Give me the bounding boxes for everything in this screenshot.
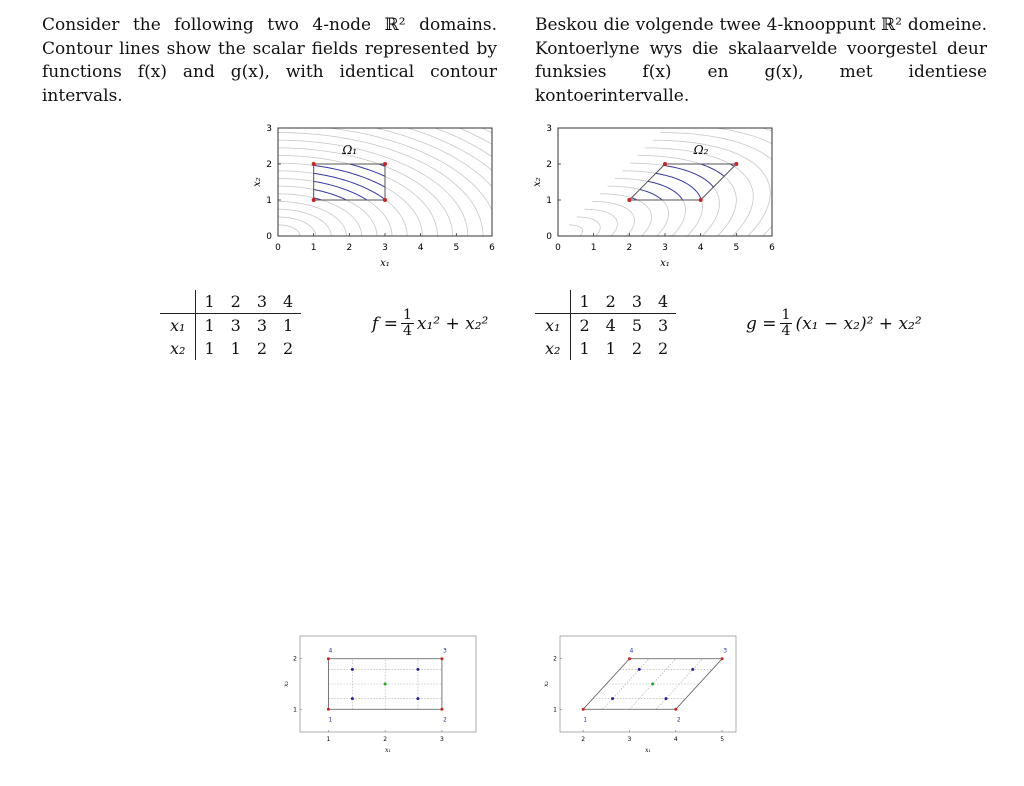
domain-contour-line	[278, 118, 510, 236]
formula-lhs: g =	[746, 313, 777, 334]
table-cell: 2	[283, 339, 294, 358]
table-cell: 1	[283, 316, 294, 335]
fraction-numerator: 1	[781, 307, 791, 323]
y-axis-label: x₂	[283, 681, 290, 687]
table-cell: 2	[256, 339, 267, 358]
fraction	[780, 308, 793, 339]
x-tick-label: 1	[590, 243, 597, 253]
node-marker	[582, 708, 585, 711]
paragraph-afrikaans: Beskou die volgende twee 4-knooppunt ℝ² domeine. Kontoerlyne wys die skalaarvelde voorgestel deur funksies f(x) en g(x), met identiese kontoerintervalle.	[535, 15, 987, 106]
y-axis-label: x₂	[532, 177, 543, 187]
domain-contour-line	[660, 133, 787, 236]
gauss-point	[351, 668, 354, 671]
domain-contour-line	[736, 118, 790, 236]
domain-label-omega2: Ω₂	[693, 143, 709, 157]
domain-contour-line	[278, 148, 453, 236]
node-table-2	[535, 290, 676, 360]
domain-label-omega1: Ω₁	[342, 143, 358, 157]
table-cell: 1	[605, 339, 616, 358]
x-tick-label: 3	[662, 243, 668, 253]
node-number-label: 4	[629, 647, 634, 655]
contour-line	[683, 118, 790, 236]
domain-contour-line	[751, 118, 790, 236]
formula-f	[372, 308, 488, 339]
domain-contour-line	[569, 225, 583, 236]
contour-line	[577, 217, 600, 236]
domain-contour-line	[623, 171, 703, 236]
table-header-cell: 4	[275, 290, 301, 314]
y-tick-label: 1	[266, 196, 272, 206]
gauss-point	[638, 668, 641, 671]
table-cell: 2	[579, 316, 590, 335]
contour-line	[278, 118, 510, 236]
domain-contour-line	[653, 140, 770, 236]
contour-line	[278, 118, 510, 236]
contour-line	[278, 201, 346, 236]
domain-contour-line	[676, 118, 790, 236]
table-header-cell: 3	[249, 290, 275, 314]
domain-contour-line	[645, 148, 753, 236]
gauss-point	[691, 668, 694, 671]
domain-contour-line	[759, 118, 790, 236]
contour-line	[638, 156, 737, 237]
contour-line	[751, 118, 790, 236]
x-tick-label: 1	[326, 736, 331, 743]
node-marker	[440, 657, 443, 660]
domain-contour-line	[698, 118, 790, 236]
contour-line	[278, 118, 510, 236]
fraction-denominator: 4	[402, 323, 412, 339]
x-tick-label: 4	[417, 243, 424, 253]
gauss-point	[611, 697, 614, 700]
contour-line	[653, 140, 770, 236]
table-header-cell: 2	[223, 290, 249, 314]
y-tick-label: 1	[293, 706, 297, 714]
contour-line	[278, 118, 510, 236]
contour-line	[706, 118, 790, 236]
node-marker	[312, 162, 316, 166]
x-tick-label: 4	[673, 736, 678, 743]
contour-line	[645, 148, 753, 236]
node-marker	[674, 708, 677, 711]
node-marker	[627, 198, 631, 202]
y-axis-label: x₂	[543, 681, 550, 687]
element-plot-2	[540, 628, 750, 758]
contour-plot-1	[240, 118, 510, 278]
table-cell: 1	[204, 339, 215, 358]
node-number-label: 2	[443, 716, 447, 724]
x-tick-label: 0	[555, 243, 561, 253]
domain-contour-line	[729, 118, 790, 236]
y-tick-label: 0	[266, 232, 272, 242]
domain-contour-line	[278, 118, 510, 236]
center-point	[384, 683, 387, 686]
formula-g	[746, 308, 922, 339]
x-tick-label: 5	[720, 736, 725, 743]
table-header-cell: 2	[598, 290, 624, 314]
domain-contour-line	[638, 156, 737, 237]
domain-contour-line	[278, 118, 510, 236]
grid-line	[656, 659, 702, 710]
contour-line	[278, 118, 510, 236]
x-tick-label: 1	[310, 243, 317, 253]
y-tick-label: 1	[553, 706, 557, 714]
table-cell: 4	[605, 316, 616, 335]
y-tick-label: 1	[546, 196, 552, 206]
x-tick-label: 0	[275, 243, 281, 253]
contour-line	[585, 209, 618, 236]
node-marker	[699, 198, 703, 202]
row-label: x₂	[160, 337, 196, 360]
node-marker	[327, 708, 330, 711]
domain-contour-line	[278, 118, 510, 236]
contour-line	[278, 118, 510, 236]
table-cell: 1	[579, 339, 590, 358]
table-header-cell	[535, 290, 571, 314]
domain-contour-line	[278, 186, 377, 236]
contour-line	[278, 171, 407, 236]
table-cell: 2	[631, 339, 642, 358]
y-tick-label: 2	[293, 655, 297, 663]
plot-frame	[558, 128, 772, 236]
contour-line	[278, 118, 510, 236]
node-marker	[383, 198, 387, 202]
x-axis-label: x₁	[385, 747, 391, 754]
contour-line	[736, 118, 790, 236]
gauss-point	[665, 697, 668, 700]
table-cell: 2	[658, 339, 669, 358]
y-tick-label: 3	[546, 124, 552, 134]
contour-line	[676, 118, 790, 236]
table-cell: 3	[256, 316, 267, 335]
contour-line	[759, 118, 790, 236]
node-number-label: 1	[328, 716, 333, 724]
domain-contour-line	[585, 209, 618, 236]
domain-contour-line	[278, 118, 510, 236]
paragraph-english: Consider the following two 4-node ℝ² domains. Contour lines show the scalar fields represented by functions f(x) and g(x), with identical contour intervals.	[42, 15, 497, 106]
x-tick-label: 6	[489, 243, 495, 253]
y-tick-label: 2	[266, 160, 272, 170]
domain-contour-line	[278, 118, 510, 236]
node-marker	[721, 657, 724, 660]
node-table-1	[160, 290, 301, 360]
row-label: x₁	[160, 314, 196, 338]
gauss-point	[351, 697, 354, 700]
node-marker	[440, 708, 443, 711]
x-axis-label: x₁	[660, 258, 670, 269]
x-tick-label: 4	[697, 243, 704, 253]
x-tick-label: 3	[382, 243, 388, 253]
contour-line	[660, 133, 787, 236]
row-label: x₁	[535, 314, 571, 338]
node-marker	[383, 162, 387, 166]
domain-contour-line	[278, 118, 510, 236]
table-header-cell: 3	[624, 290, 650, 314]
contour-line	[278, 148, 453, 236]
contour-line	[729, 118, 790, 236]
x-tick-label: 3	[627, 736, 632, 743]
domain-contour-line	[278, 171, 407, 236]
y-tick-label: 2	[553, 655, 557, 663]
x-tick-label: 3	[440, 736, 444, 743]
node-number-label: 2	[676, 716, 681, 724]
formula-rhs: (x₁ − x₂)² + x₂²	[795, 313, 922, 334]
row-label: x₂	[535, 337, 571, 360]
domain-contour-line	[592, 201, 634, 236]
center-point	[651, 683, 654, 686]
domain-contour-line	[278, 118, 510, 236]
formula-rhs: x₁² + x₂²	[416, 313, 489, 334]
x-axis-label: x₁	[380, 258, 390, 269]
domain-contour-line	[278, 118, 510, 236]
node-number-label: 4	[328, 647, 333, 655]
contour-line	[698, 118, 790, 236]
gauss-point	[416, 668, 419, 671]
table-header-cell	[160, 290, 196, 314]
fraction-denominator: 4	[781, 323, 791, 339]
domain-contour-line	[706, 118, 790, 236]
domain-contour-line	[278, 118, 510, 236]
domain-contour-line	[683, 118, 790, 236]
fraction	[401, 308, 414, 339]
table-cell: 1	[230, 339, 241, 358]
table-cell: 1	[204, 316, 215, 335]
element-plot-1	[280, 628, 490, 758]
node-number-label: 3	[723, 647, 728, 655]
contour-line	[278, 217, 316, 236]
y-tick-label: 3	[266, 124, 272, 134]
fraction-numerator: 1	[402, 307, 412, 323]
contour-line	[569, 225, 583, 236]
y-axis-label: x₂	[252, 177, 263, 187]
domain-contour-line	[278, 201, 346, 236]
x-axis-label: x₁	[645, 747, 651, 754]
contour-line	[278, 118, 510, 236]
table-cell: 3	[230, 316, 241, 335]
contour-line	[278, 118, 510, 236]
x-tick-label: 5	[453, 243, 460, 253]
contour-plot-2	[520, 118, 790, 278]
y-tick-label: 0	[546, 232, 552, 242]
node-marker	[628, 657, 631, 660]
x-tick-label: 2	[626, 243, 633, 253]
node-marker	[663, 162, 667, 166]
x-tick-label: 6	[769, 243, 775, 253]
domain-contour-line	[577, 217, 600, 236]
contour-line	[278, 225, 300, 236]
contour-line	[278, 186, 377, 236]
contour-line	[592, 201, 634, 236]
x-tick-label: 5	[733, 243, 740, 253]
node-number-label: 3	[443, 647, 447, 655]
gauss-point	[416, 697, 419, 700]
contour-line	[278, 118, 510, 236]
node-number-label: 1	[583, 716, 588, 724]
table-header-cell: 1	[571, 290, 598, 314]
contour-line	[278, 118, 510, 236]
domain-contour-line	[278, 118, 510, 236]
node-marker	[734, 162, 738, 166]
domain-contour-line	[278, 118, 510, 236]
table-header-cell: 1	[196, 290, 223, 314]
x-tick-label: 2	[581, 736, 586, 743]
y-tick-label: 2	[546, 160, 552, 170]
contour-line	[623, 171, 703, 236]
x-tick-label: 2	[346, 243, 353, 253]
table-cell: 3	[658, 316, 669, 335]
node-marker	[312, 198, 316, 202]
formula-lhs: f =	[372, 313, 398, 334]
node-marker	[327, 657, 330, 660]
plot-frame	[300, 636, 476, 732]
x-tick-label: 2	[383, 736, 388, 743]
contour-line	[278, 118, 510, 236]
table-cell: 5	[631, 316, 642, 335]
table-header-cell: 4	[650, 290, 676, 314]
